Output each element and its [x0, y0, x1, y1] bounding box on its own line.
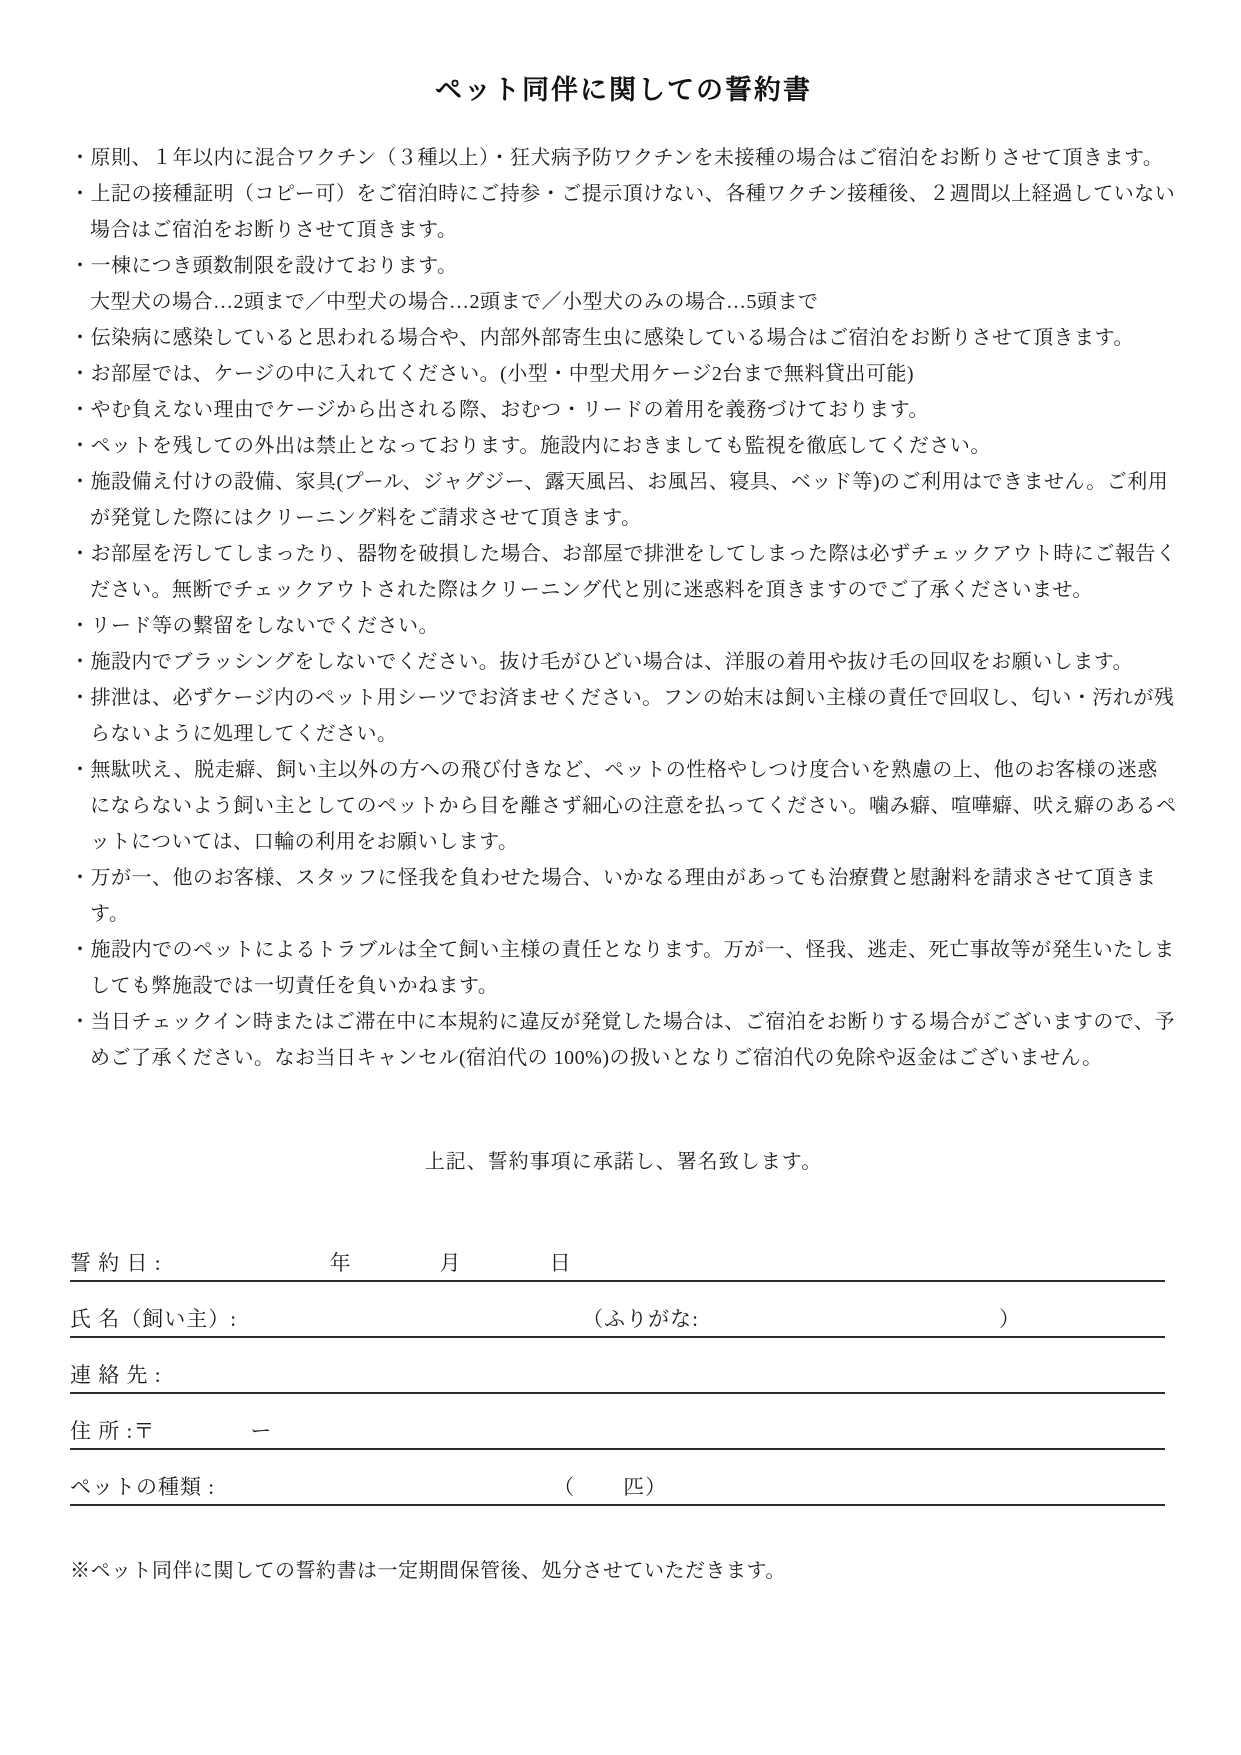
pet-count-unit-label: 匹） — [623, 1475, 668, 1499]
form-row-pledge-date — [70, 1226, 1165, 1282]
rules-list — [70, 140, 1177, 1076]
rule-item: ・お部屋では、ケージの中に入れてください。(小型・中型犬用ケージ2台まで無料貸出可能) — [70, 363, 915, 385]
rule-item: ・上記の接種証明（コピー可）をご宿泊時にご持参・ご提示頂けない、各種ワクチン接種後、２週間以上経過していない場合はご宿泊をお断りさせて頂きます。 — [70, 183, 1176, 241]
pledge-date-label: 誓 約 日 : — [70, 1251, 162, 1275]
rule-item: ・無駄吠え、脱走癖、飼い主以外の方への飛び付きなど、ペットの性格やしつけ度合いを熟慮の上、他のお客様の迷惑にならないよう飼い主としてのペットから目を離さず細心の注意を払ってください。噛み癖、喧嘩癖、吠え癖のあるペットについては、口輪の利用をお願いします。 — [70, 759, 1177, 853]
rule-item: ・施設備え付けの設備、家具(プール、ジャグジー、露天風呂、お風呂、寝具、ベッド等)のご利用はできません。ご利用が発覚した際にはクリーニング料をご請求させて頂きます。 — [70, 471, 1169, 529]
day-label: 日 — [549, 1251, 572, 1275]
pet-type-label: ペットの種類 : — [70, 1475, 216, 1499]
rule-item: ・お部屋を汚してしまったり、器物を破損した場合、お部屋で排泄をしてしまった際は必ずチェックアウト時にご報告ください。無断でチェックアウトされた際はクリーニング代と別に迷惑料を頂きますのでご了承くださいませ。 — [70, 543, 1177, 601]
pet-count-open-paren: （ — [553, 1475, 576, 1499]
rule-item: ・リード等の繋留をしないでください。 — [70, 615, 439, 637]
furigana-label: （ふりがな: — [582, 1307, 699, 1331]
retention-note: ※ペット同伴に関しての誓約書は一定期間保管後、処分させていただきます。 — [70, 1560, 786, 1582]
rule-item: ・一棟につき頭数制限を設けております。 — [70, 255, 458, 277]
rule-item: ・施設内でブラッシングをしないでください。抜け毛がひどい場合は、洋服の着用や抜け毛の回収をお願いします。 — [70, 651, 1134, 673]
document-title: ペット同伴に関しての誓約書 — [435, 75, 812, 105]
rule-item: ・当日チェックイン時またはご滞在中に本規約に違反が発覚した場合は、ご宿泊をお断りする場合がございますので、予めご了承ください。なお当日キャンセル(宿泊代の 100%)の扱いとなりご宿泊代の免除や返金はございません。 — [70, 1011, 1175, 1069]
address-label: 住 所 :〒 — [70, 1419, 156, 1443]
signature-form — [70, 1226, 1177, 1506]
contact-label: 連 絡 先 : — [70, 1363, 162, 1387]
year-label: 年 — [329, 1251, 352, 1275]
rule-item: ・伝染病に感染していると思われる場合や、内部外部寄生虫に感染している場合はご宿泊をお断りさせて頂きます。 — [70, 327, 1134, 349]
rule-item: ・ペットを残しての外出は禁止となっております。施設内におきましても監視を徹底してください。 — [70, 435, 991, 457]
rule-item-continuation: 大型犬の場合…2頭まで／中型犬の場合…2頭まで／小型犬のみの場合…5頭まで — [90, 291, 819, 313]
rule-item: ・施設内でのペットによるトラブルは全て飼い主様の責任となります。万が一、怪我、逃走、死亡事故等が発生いたしましても弊施設では一切責任を負いかねます。 — [70, 939, 1175, 997]
owner-name-label: 氏 名（飼い主）: — [70, 1307, 238, 1331]
postal-code-dash: ー — [250, 1419, 273, 1443]
rule-item: ・やむ負えない理由でケージから出される際、おむつ・リードの着用を義務づけております。 — [70, 399, 929, 421]
form-row-address — [70, 1394, 1165, 1450]
rule-item: ・万が一、他のお客様、スタッフに怪我を負わせた場合、いかなる理由があっても治療費と慰謝料を請求させて頂きます。 — [70, 867, 1157, 925]
month-label: 月 — [439, 1251, 462, 1275]
consent-statement: 上記、誓約事項に承諾し、署名致します。 — [424, 1151, 823, 1173]
rule-item: ・原則、１年以内に混合ワクチン（３種以上）・狂犬病予防ワクチンを未接種の場合はご宿泊をお断りさせて頂きます。 — [70, 147, 1164, 169]
rule-item: ・排泄は、必ずケージ内のペット用シーツでお済ませください。フンの始末は飼い主様の責任で回収し、匂い・汚れが残らないように処理してください。 — [70, 687, 1175, 745]
furigana-close-paren: ） — [998, 1307, 1021, 1331]
form-row-owner-name — [70, 1282, 1165, 1338]
form-row-contact — [70, 1338, 1165, 1394]
form-row-pet-type — [70, 1450, 1165, 1506]
